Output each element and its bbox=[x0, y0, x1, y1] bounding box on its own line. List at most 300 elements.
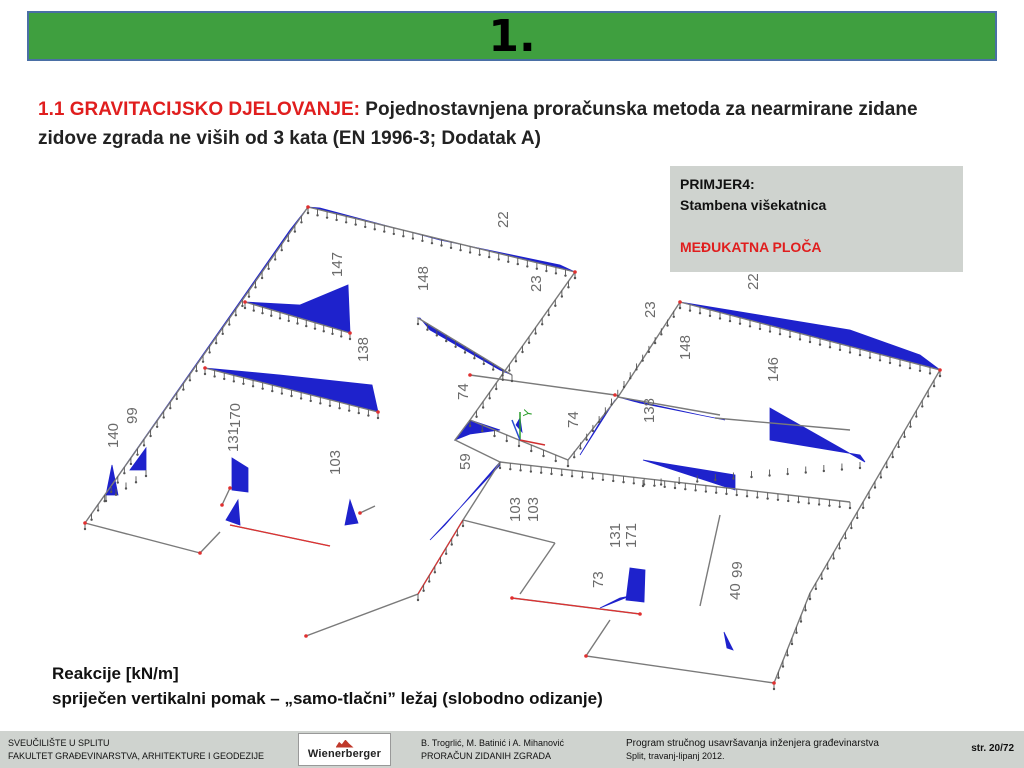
node-dot bbox=[203, 366, 207, 370]
support-dot bbox=[592, 430, 594, 432]
support-dot bbox=[454, 346, 456, 348]
value-label: 103 bbox=[507, 496, 524, 522]
support-dot bbox=[750, 476, 752, 478]
support-dot bbox=[462, 525, 464, 527]
support-dot bbox=[933, 385, 935, 387]
support-dot bbox=[868, 496, 870, 498]
support-dot bbox=[699, 312, 701, 314]
support-dot bbox=[880, 476, 882, 478]
support-dot bbox=[290, 395, 292, 397]
support-dot bbox=[554, 305, 556, 307]
caption-line1: Reakcije [kN/m] bbox=[52, 664, 179, 683]
support-dot bbox=[673, 316, 675, 318]
support-dot bbox=[579, 447, 581, 449]
wall-segment bbox=[222, 488, 230, 505]
caption bbox=[52, 661, 603, 711]
support-dot bbox=[732, 477, 734, 479]
support-dot bbox=[519, 469, 521, 471]
support-dot bbox=[482, 406, 484, 408]
support-dot bbox=[768, 474, 770, 476]
support-dot bbox=[319, 402, 321, 404]
axis-label: Y bbox=[520, 408, 536, 419]
support-dot bbox=[431, 242, 433, 244]
support-dot bbox=[241, 305, 243, 307]
support-dot bbox=[105, 500, 107, 502]
value-label: 22 bbox=[495, 211, 512, 228]
support-dot bbox=[501, 374, 503, 376]
support-dot bbox=[393, 233, 395, 235]
reaction-shape bbox=[245, 285, 350, 333]
heading-prefix: 1.1 GRAVITACIJSKO DJELOVANJE: bbox=[38, 99, 361, 120]
value-label: 40 bbox=[727, 583, 744, 600]
support-dot bbox=[440, 244, 442, 246]
reaction-shape bbox=[770, 408, 865, 462]
support-dot bbox=[402, 235, 404, 237]
support-dot bbox=[130, 463, 132, 465]
support-dot bbox=[756, 496, 758, 498]
logo-building-icon bbox=[336, 740, 354, 748]
support-dot bbox=[434, 571, 436, 573]
value-label: 140 bbox=[105, 422, 122, 448]
support-dot bbox=[567, 465, 569, 467]
support-dot bbox=[789, 336, 791, 338]
value-labels bbox=[105, 211, 782, 600]
value-label: 22 bbox=[745, 273, 762, 290]
support-dot bbox=[660, 333, 662, 335]
support-dot bbox=[612, 480, 614, 482]
support-dot bbox=[288, 320, 290, 322]
support-dot bbox=[709, 315, 711, 317]
infobox-line2: Stambena višekatnica bbox=[680, 197, 827, 213]
support-dot bbox=[451, 543, 453, 545]
support-dot bbox=[746, 495, 748, 497]
support-dot bbox=[261, 277, 263, 279]
value-label: 148 bbox=[677, 334, 694, 360]
wall-segment bbox=[470, 375, 615, 395]
support-dot bbox=[169, 407, 171, 409]
support-dot bbox=[518, 445, 520, 447]
support-dot bbox=[145, 475, 147, 477]
support-dot bbox=[869, 356, 871, 358]
support-dot bbox=[782, 665, 784, 667]
support-dot bbox=[821, 578, 823, 580]
support-dot bbox=[719, 317, 721, 319]
support-dot bbox=[545, 270, 547, 272]
reaction-shape bbox=[430, 462, 500, 540]
support-dot bbox=[799, 338, 801, 340]
support-dot bbox=[498, 258, 500, 260]
support-dot bbox=[828, 504, 830, 506]
support-dot bbox=[244, 307, 246, 309]
support-dot bbox=[478, 254, 480, 256]
support-dot bbox=[383, 230, 385, 232]
support-dot bbox=[149, 435, 151, 437]
wall-segment bbox=[586, 620, 774, 683]
support-dot bbox=[509, 468, 511, 470]
footer-institution2: FAKULTET GRAĐEVINARSTVA, ARHITEKTURE I GEODEZIJE bbox=[8, 751, 265, 761]
support-dot bbox=[143, 444, 145, 446]
support-dot bbox=[495, 388, 497, 390]
support-dot bbox=[492, 368, 494, 370]
support-dot bbox=[248, 295, 250, 297]
node-dot bbox=[220, 503, 224, 507]
wall-segment bbox=[520, 543, 555, 594]
support-dot bbox=[412, 237, 414, 239]
support-dot bbox=[507, 261, 509, 263]
support-dot bbox=[679, 307, 681, 309]
support-dot bbox=[696, 480, 698, 482]
support-dot bbox=[428, 580, 430, 582]
support-dot bbox=[305, 325, 307, 327]
support-dot bbox=[274, 258, 276, 260]
support-dot bbox=[827, 567, 829, 569]
support-dot bbox=[777, 677, 779, 679]
free-edge bbox=[512, 598, 640, 614]
support-dot bbox=[838, 547, 840, 549]
support-dot bbox=[228, 323, 230, 325]
support-dot bbox=[787, 500, 789, 502]
support-dot bbox=[769, 330, 771, 332]
support-dot bbox=[348, 409, 350, 411]
node-dot bbox=[358, 511, 362, 515]
support-dot bbox=[253, 309, 255, 311]
value-label: 171 bbox=[623, 522, 640, 548]
support-dot bbox=[475, 416, 477, 418]
support-dot bbox=[136, 453, 138, 455]
footer bbox=[0, 731, 1024, 768]
support-dot bbox=[859, 354, 861, 356]
support-dot bbox=[469, 425, 471, 427]
support-dot bbox=[456, 534, 458, 536]
support-dot bbox=[473, 357, 475, 359]
support-dot bbox=[235, 314, 237, 316]
footer-place: Split, travanj-lipanj 2012. bbox=[626, 751, 725, 761]
node-dot bbox=[938, 368, 942, 372]
support-dot bbox=[156, 426, 158, 428]
free-edge bbox=[230, 525, 330, 546]
support-dot bbox=[856, 517, 858, 519]
node-dot bbox=[678, 300, 682, 304]
support-dot bbox=[550, 473, 552, 475]
support-dot bbox=[222, 333, 224, 335]
node-dot bbox=[613, 393, 617, 397]
wall-segment bbox=[700, 515, 720, 606]
support-dot bbox=[445, 340, 447, 342]
support-dot bbox=[335, 219, 337, 221]
support-dot bbox=[573, 456, 575, 458]
wall-segment bbox=[463, 520, 555, 543]
support-dot bbox=[534, 332, 536, 334]
support-dot bbox=[791, 643, 793, 645]
node-dot bbox=[198, 551, 202, 555]
support-dot bbox=[261, 387, 263, 389]
support-dot bbox=[610, 403, 612, 405]
support-dot bbox=[939, 375, 941, 377]
footer-institution1: SVEUČILIŠTE U SPLITU bbox=[8, 738, 110, 748]
support-dot bbox=[585, 438, 587, 440]
reaction-shape bbox=[516, 418, 522, 432]
support-dot bbox=[909, 425, 911, 427]
node-dot bbox=[468, 373, 472, 377]
support-dot bbox=[919, 370, 921, 372]
support-dot bbox=[759, 328, 761, 330]
node-dot bbox=[306, 205, 310, 209]
logo-text: Wienerberger bbox=[307, 747, 382, 760]
support-dot bbox=[521, 351, 523, 353]
support-dot bbox=[279, 317, 281, 319]
support-dot bbox=[307, 212, 309, 214]
page-number: str. 20/72 bbox=[971, 743, 1014, 754]
footer-course: PRORAČUN ZIDANIH ZGRADA bbox=[421, 751, 552, 761]
support-dot bbox=[530, 470, 532, 472]
support-dot bbox=[252, 385, 254, 387]
support-dot bbox=[281, 392, 283, 394]
support-dot bbox=[725, 493, 727, 495]
support-dot bbox=[300, 397, 302, 399]
support-dot bbox=[294, 230, 296, 232]
support-dot bbox=[204, 373, 206, 375]
support-dot bbox=[909, 367, 911, 369]
support-dot bbox=[879, 359, 881, 361]
support-dot bbox=[233, 380, 235, 382]
support-dot bbox=[666, 324, 668, 326]
support-dot bbox=[329, 405, 331, 407]
wall-segment bbox=[568, 302, 940, 683]
support-dot bbox=[889, 362, 891, 364]
support-dot bbox=[364, 226, 366, 228]
support-dot bbox=[439, 562, 441, 564]
support-dot bbox=[844, 537, 846, 539]
support-dot bbox=[281, 249, 283, 251]
support-dot bbox=[795, 632, 797, 634]
support-dot bbox=[349, 338, 351, 340]
support-dot bbox=[548, 314, 550, 316]
value-label: 131 bbox=[225, 426, 242, 452]
support-dot bbox=[506, 440, 508, 442]
support-dot bbox=[182, 388, 184, 390]
slide-number: 1. bbox=[488, 10, 536, 62]
support-dot bbox=[345, 221, 347, 223]
support-dot bbox=[819, 343, 821, 345]
node-dot bbox=[638, 612, 642, 616]
support-dot bbox=[202, 361, 204, 363]
support-dot bbox=[809, 341, 811, 343]
support-dot bbox=[642, 485, 644, 487]
support-dot bbox=[736, 494, 738, 496]
wall-segment bbox=[85, 523, 200, 553]
support-dot bbox=[542, 455, 544, 457]
wall-segment bbox=[618, 397, 720, 415]
support-dot bbox=[581, 476, 583, 478]
support-dot bbox=[773, 688, 775, 690]
support-dot bbox=[804, 609, 806, 611]
support-dot bbox=[493, 435, 495, 437]
wall-segment bbox=[200, 532, 220, 553]
support-dot bbox=[445, 553, 447, 555]
support-dot bbox=[602, 479, 604, 481]
support-dot bbox=[508, 369, 510, 371]
support-dot bbox=[739, 322, 741, 324]
support-dot bbox=[561, 295, 563, 297]
value-label: 148 bbox=[415, 265, 432, 291]
support-dot bbox=[123, 472, 125, 474]
support-dot bbox=[515, 360, 517, 362]
support-dot bbox=[694, 489, 696, 491]
support-dot bbox=[633, 482, 635, 484]
support-dot bbox=[115, 494, 117, 496]
reaction-shape bbox=[600, 596, 630, 608]
support-dot bbox=[436, 334, 438, 336]
support-dot bbox=[915, 415, 917, 417]
support-dot bbox=[464, 351, 466, 353]
support-dot bbox=[117, 481, 119, 483]
wall-segment bbox=[360, 506, 375, 513]
support-dot bbox=[242, 383, 244, 385]
support-dot bbox=[654, 342, 656, 344]
support-markers bbox=[84, 207, 941, 690]
support-dot bbox=[483, 363, 485, 365]
support-dot bbox=[684, 488, 686, 490]
support-dot bbox=[617, 395, 619, 397]
support-dot bbox=[296, 322, 298, 324]
support-dot bbox=[331, 333, 333, 335]
support-dot bbox=[892, 456, 894, 458]
support-dot bbox=[678, 482, 680, 484]
support-dot bbox=[135, 481, 137, 483]
support-dot bbox=[886, 466, 888, 468]
node-dot bbox=[573, 270, 577, 274]
value-label: 99 bbox=[729, 561, 746, 578]
support-dot bbox=[421, 240, 423, 242]
support-dot bbox=[829, 346, 831, 348]
support-dot bbox=[97, 509, 99, 511]
reaction-diagrams bbox=[85, 207, 940, 650]
support-dot bbox=[660, 483, 662, 485]
support-dot bbox=[469, 251, 471, 253]
value-label: 131 bbox=[607, 522, 624, 548]
support-dot bbox=[862, 507, 864, 509]
support-dot bbox=[622, 481, 624, 483]
node-dot bbox=[376, 410, 380, 414]
support-dot bbox=[488, 256, 490, 258]
support-dot bbox=[809, 598, 811, 600]
node-dot bbox=[304, 634, 308, 638]
footer-program: Program stručnog usavršavanja inženjera građevinarstva bbox=[626, 738, 879, 749]
support-dot bbox=[541, 323, 543, 325]
support-dot bbox=[417, 599, 419, 601]
support-dot bbox=[208, 351, 210, 353]
support-dot bbox=[189, 379, 191, 381]
support-dot bbox=[623, 386, 625, 388]
support-dot bbox=[598, 421, 600, 423]
support-dot bbox=[314, 327, 316, 329]
support-dot bbox=[574, 277, 576, 279]
value-label: 74 bbox=[455, 383, 472, 400]
support-dot bbox=[555, 272, 557, 274]
support-dot bbox=[223, 378, 225, 380]
support-dot bbox=[502, 379, 504, 381]
support-dot bbox=[195, 370, 197, 372]
support-dot bbox=[555, 460, 557, 462]
support-dot bbox=[818, 503, 820, 505]
value-label: 73 bbox=[590, 571, 607, 588]
node-dot bbox=[510, 596, 514, 600]
support-dot bbox=[338, 407, 340, 409]
reaction-shape bbox=[130, 448, 146, 470]
reaction-shape bbox=[724, 632, 733, 650]
value-label: 138 bbox=[641, 397, 658, 423]
value-label: 103 bbox=[327, 449, 344, 475]
support-dot bbox=[653, 484, 655, 486]
support-dot bbox=[805, 471, 807, 473]
heading-text: Pojednostavnjena proračunska metoda za nearmirane zidane zidove zgrada ne viših od 3 kata (EN 1996-3; Dodatak A) bbox=[38, 99, 918, 149]
support-dot bbox=[316, 214, 318, 216]
support-dot bbox=[488, 397, 490, 399]
support-dot bbox=[261, 312, 263, 314]
support-dot bbox=[832, 557, 834, 559]
support-dot bbox=[929, 372, 931, 374]
support-dot bbox=[629, 377, 631, 379]
support-dot bbox=[271, 390, 273, 392]
value-label: 74 bbox=[565, 411, 582, 428]
support-dot bbox=[859, 467, 861, 469]
support-dot bbox=[213, 375, 215, 377]
support-dot bbox=[567, 286, 569, 288]
support-dot bbox=[517, 263, 519, 265]
support-dot bbox=[800, 620, 802, 622]
support-dot bbox=[426, 329, 428, 331]
support-dot bbox=[176, 398, 178, 400]
support-dot bbox=[823, 470, 825, 472]
support-dot bbox=[641, 359, 643, 361]
node-dot bbox=[584, 654, 588, 658]
support-dot bbox=[270, 315, 272, 317]
support-dot bbox=[528, 342, 530, 344]
support-dot bbox=[481, 430, 483, 432]
node-dot bbox=[243, 300, 247, 304]
reaction-shape bbox=[345, 500, 358, 525]
footer-authors: B. Trogrlić, M. Batinić i A. Mihanović bbox=[421, 738, 565, 748]
reaction-shape bbox=[226, 500, 240, 525]
support-dot bbox=[450, 247, 452, 249]
support-dot bbox=[530, 450, 532, 452]
support-dot bbox=[705, 490, 707, 492]
support-dot bbox=[90, 519, 92, 521]
support-dot bbox=[674, 487, 676, 489]
support-dot bbox=[422, 590, 424, 592]
support-dot bbox=[84, 528, 86, 530]
value-label: 23 bbox=[642, 301, 659, 318]
wienerberger-logo bbox=[298, 733, 391, 766]
support-dot bbox=[358, 412, 360, 414]
value-label: 103 bbox=[525, 496, 542, 522]
node-dot bbox=[772, 681, 776, 685]
value-label: 147 bbox=[329, 251, 346, 277]
support-dot bbox=[564, 274, 566, 276]
node-dot bbox=[83, 521, 87, 525]
value-label: 23 bbox=[528, 275, 545, 292]
support-dot bbox=[897, 446, 899, 448]
support-dot bbox=[839, 349, 841, 351]
support-dot bbox=[526, 265, 528, 267]
support-dot bbox=[664, 486, 666, 488]
support-dot bbox=[714, 479, 716, 481]
support-dot bbox=[766, 497, 768, 499]
value-label: 146 bbox=[765, 356, 782, 382]
support-dot bbox=[921, 405, 923, 407]
support-dot bbox=[287, 240, 289, 242]
support-dot bbox=[511, 380, 513, 382]
